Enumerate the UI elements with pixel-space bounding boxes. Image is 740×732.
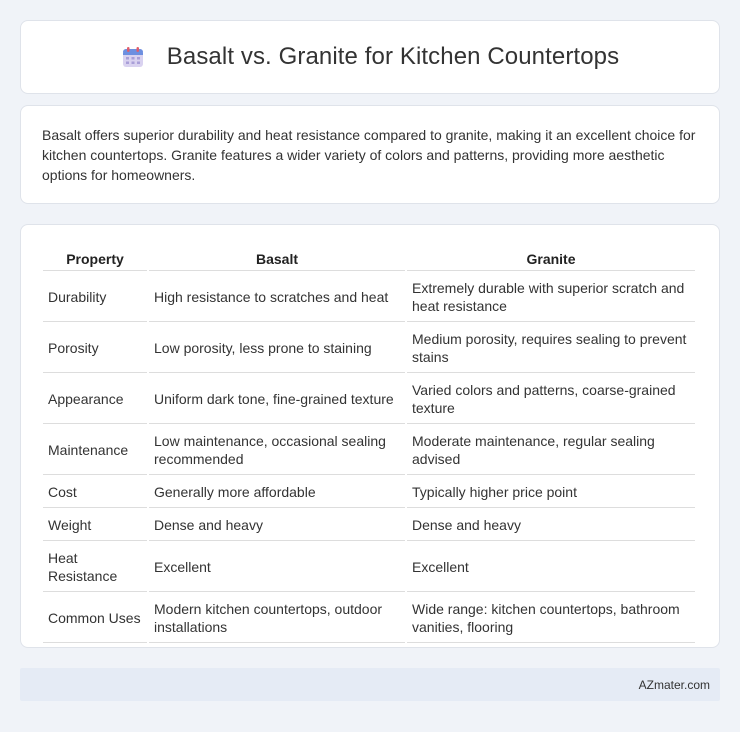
property-cell: Heat Resistance xyxy=(43,543,147,592)
basalt-cell: Modern kitchen countertops, outdoor installations xyxy=(149,594,405,643)
property-cell: Weight xyxy=(43,510,147,541)
header-card xyxy=(20,20,720,94)
basalt-cell: Dense and heavy xyxy=(149,510,405,541)
basalt-cell: Low maintenance, occasional sealing recommended xyxy=(149,426,405,475)
summary-card xyxy=(20,105,720,204)
property-cell: Maintenance xyxy=(43,426,147,475)
granite-cell: Wide range: kitchen countertops, bathroom vanities, flooring xyxy=(407,594,695,643)
granite-cell: Dense and heavy xyxy=(407,510,695,541)
page-title: Basalt vs. Granite for Kitchen Countertops xyxy=(166,43,620,70)
table-row xyxy=(43,510,695,541)
summary-text: Basalt offers superior durability and heat resistance compared to granite, making it an excellent choice for kitchen countertops. Granite features a wider variety of colors and patterns, providing more aesthetic options for homeowners. xyxy=(42,127,696,183)
basalt-cell: Generally more affordable xyxy=(149,477,405,508)
property-cell: Porosity xyxy=(43,324,147,373)
granite-cell: Excellent xyxy=(407,543,695,592)
table-row xyxy=(43,477,695,508)
footer-site-name: AZmater.com xyxy=(638,677,710,692)
comparison-table-card xyxy=(20,224,720,648)
granite-cell: Moderate maintenance, regular sealing advised xyxy=(407,426,695,475)
column-header-basalt: Basalt xyxy=(149,247,405,271)
basalt-cell: High resistance to scratches and heat xyxy=(149,273,405,322)
table-row xyxy=(43,273,695,322)
table-header-row xyxy=(43,247,695,271)
basalt-cell: Low porosity, less prone to staining xyxy=(149,324,405,373)
column-header-property: Property xyxy=(43,247,147,271)
calendar-icon xyxy=(121,45,145,69)
column-header-granite: Granite xyxy=(407,247,695,271)
granite-cell: Typically higher price point xyxy=(407,477,695,508)
footer-bar xyxy=(20,668,720,701)
table-row xyxy=(43,594,695,643)
table-row xyxy=(43,375,695,424)
table-row xyxy=(43,426,695,475)
table-row xyxy=(43,324,695,373)
granite-cell: Varied colors and patterns, coarse-grained texture xyxy=(407,375,695,424)
property-cell: Durability xyxy=(43,273,147,322)
granite-cell: Extremely durable with superior scratch and heat resistance xyxy=(407,273,695,322)
property-cell: Appearance xyxy=(43,375,147,424)
basalt-cell: Excellent xyxy=(149,543,405,592)
granite-cell: Medium porosity, requires sealing to prevent stains xyxy=(407,324,695,373)
property-cell: Common Uses xyxy=(43,594,147,643)
comparison-table xyxy=(41,245,697,645)
table-row xyxy=(43,543,695,592)
property-cell: Cost xyxy=(43,477,147,508)
basalt-cell: Uniform dark tone, fine-grained texture xyxy=(149,375,405,424)
